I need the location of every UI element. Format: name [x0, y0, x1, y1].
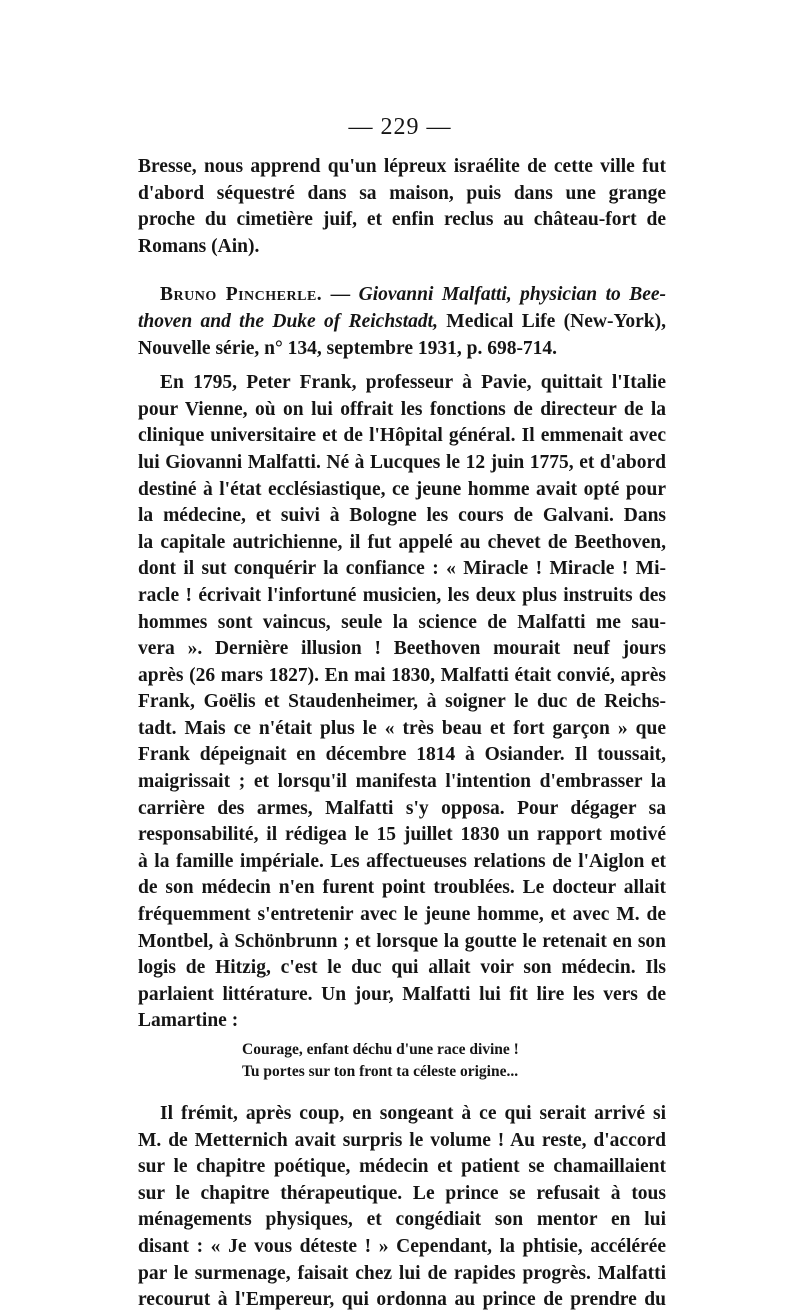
reference-line-1: [138, 282, 666, 309]
text-line: dont il sut conquérir la confiance : « Miracle ! Miracle ! Mi-: [138, 558, 666, 580]
bibliographic-reference: [138, 282, 666, 362]
text-line: tadt. Mais ce n'était plus le « très beau et fort garçon » que: [138, 717, 666, 739]
text-line: sur le chapitre poétique, médecin et patient se chamaillaient: [138, 1156, 666, 1178]
verse-line: Tu portes sur ton front ta céleste origine...: [242, 1063, 519, 1080]
text-line: d'abord séquestré dans sa maison, puis dans une grange: [138, 182, 666, 204]
text-line: à la famille impériale. Les affectueuses relations de l'Aiglon et: [138, 850, 666, 872]
text-line: hommes sont vaincus, seule la science de Malfatti me sau-: [138, 611, 666, 633]
text-line: racle ! écrivait l'infortuné musicien, les deux plus instruits des: [138, 584, 666, 606]
text-line: la capitale autrichienne, il fut appelé au chevet de Beethoven,: [138, 531, 666, 553]
text-line: recourut à l'Empereur, qui ordonna au prince de prendre du: [138, 1289, 666, 1311]
text-line: parlaient littérature. Un jour, Malfatti lui fit lire les vers de: [138, 983, 666, 1005]
text-line: clinique universitaire et de l'Hôpital général. Il emmenait avec: [138, 425, 666, 447]
text-line: Romans (Ain).: [138, 235, 260, 257]
text-line: disant : « Je vous déteste ! » Cependant, la phtisie, accélérée: [138, 1235, 666, 1257]
text-line: sur le chapitre thérapeutique. Le prince se refusait à tous: [138, 1182, 666, 1204]
page-content: [138, 154, 666, 1314]
text-line: pour Vienne, où on lui offrait les fonctions de directeur de la: [138, 398, 666, 420]
text-line: Frank, Goëlis et Staudenheimer, à soigner le duc de Reichs-: [138, 691, 666, 713]
reference-line-2: [138, 309, 666, 336]
text-line: M. de Metternich avait surpris le volume ! Au reste, d'accord: [138, 1129, 666, 1151]
text-line: En 1795, Peter Frank, professeur à Pavie, quittait l'Italie: [160, 372, 666, 394]
text-line: fréquemment s'entretenir avec le jeune homme, et avec M. de: [138, 904, 666, 926]
reference-title-part2: thoven and the Duke of Reichstadt,: [138, 310, 438, 332]
text-line: Frank dépeignait en décembre 1814 à Osiander. Il toussait,: [138, 744, 666, 766]
text-line: proche du cimetière juif, et enfin reclus au château-fort de: [138, 209, 666, 231]
text-line: par le surmenage, faisait chez lui de rapides progrès. Malfatti: [138, 1262, 666, 1284]
text-line: Lamartine :: [138, 1010, 239, 1032]
text-line: responsabilité, il rédigea le 15 juillet 1830 un rapport motivé: [138, 824, 666, 846]
page-number: — 229 —: [348, 114, 452, 140]
paragraph-continuation: [138, 154, 666, 260]
text-line: vera ». Dernière illusion ! Beethoven mourait neuf jours: [138, 638, 666, 660]
text-line: ménagements physiques, et congédiait son mentor en lui: [138, 1209, 666, 1231]
text-line: Bresse, nous apprend qu'un lépreux israélite de cette ville fut: [138, 156, 666, 177]
text-line: maigrissait ; et lorsqu'il manifesta l'intention d'embrasser la: [138, 771, 666, 793]
text-line: Montbel, à Schönbrunn ; et lorsque la goutte le retenait en son: [138, 930, 666, 952]
text-line: après (26 mars 1827). En mai 1830, Malfatti était convié, après: [138, 664, 666, 686]
text-line: destiné à l'état ecclésiastique, ce jeune homme avait opté pour: [138, 478, 666, 500]
paragraph-body: [138, 370, 666, 1035]
text-line: la médecine, et suivi à Bologne les cours de Galvani. Dans: [138, 505, 666, 527]
text-line: carrière des armes, Malfatti s'y opposa. Pour dégager sa: [138, 797, 666, 819]
reference-author: Bruno Pincherle.: [160, 284, 323, 306]
verse-quotation: [138, 1039, 666, 1083]
text-line: lui Giovanni Malfatti. Né à Lucques le 12 juin 1775, et d'abord: [138, 451, 666, 473]
paragraph-body: [138, 1101, 666, 1314]
reference-line-3: Nouvelle série, n° 134, septembre 1931, p. 698-714.: [138, 337, 558, 359]
text-line: Il frémit, après coup, en songeant à ce qui serait arrivé si: [160, 1103, 666, 1124]
reference-title-part1: Giovanni Malfatti, physician to Bee-: [358, 284, 667, 306]
verse-line: Courage, enfant déchu d'une race divine !: [242, 1041, 519, 1058]
reference-journal: Medical Life (New-York),: [437, 310, 666, 332]
reference-dash: —: [322, 284, 359, 306]
text-line: de son médecin n'en furent point troublées. Le docteur allait: [138, 877, 666, 899]
text-line: logis de Hitzig, c'est le duc qui allait voir son médecin. Ils: [138, 957, 666, 979]
